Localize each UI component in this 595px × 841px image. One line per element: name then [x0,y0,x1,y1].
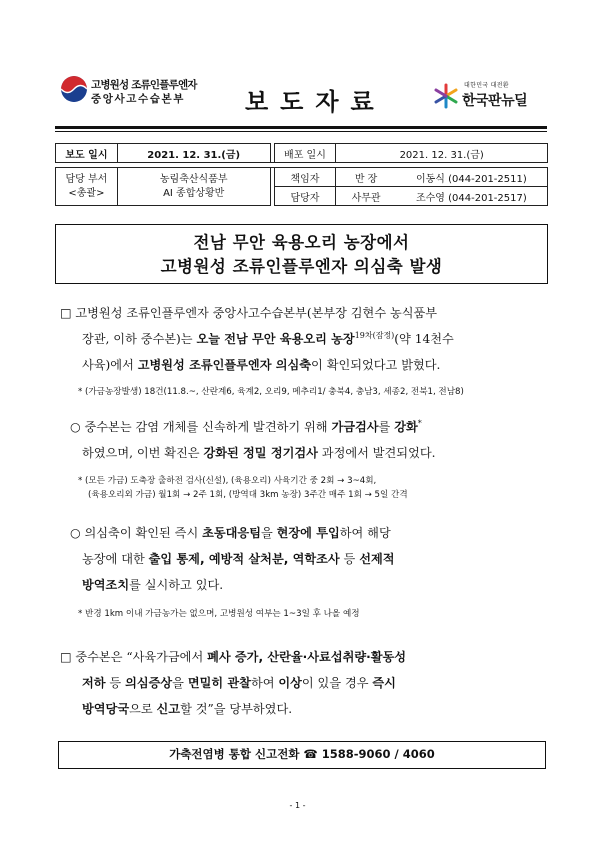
org-line2: 중앙사고수습본부 [91,93,185,105]
officer-role: 사무관 [336,187,396,206]
header-rule-thick [55,126,547,129]
headline-box [55,224,548,284]
table-row [56,144,548,163]
organization-name [91,78,197,106]
officer-name: 조수영 (044-201-2517) [396,187,548,206]
press-release-title: 보도자료 [245,88,386,116]
dist-date-label: 배포 일시 [274,144,336,163]
government-emblem-icon [61,76,87,102]
hotline-box: 가축전염병 통합 신고전화 ☎ 1588-9060 / 4060 [58,741,546,769]
footnote-1: * (가금농장발생) 18건(11.8.~, 산란계6, 육계2, 오리9, 메추리1/ 충북4, 충남3, 세종2, 전북1, 전남8) [78,387,464,397]
headline-line2: 고병원성 조류인플루엔자 의심축 발생 [160,257,443,276]
table-row [56,168,548,187]
brand-name: 한국판뉴딜 [462,93,528,109]
org-line1: 고병원성 조류인플루엔자 [91,79,197,91]
headline-line1: 전남 무안 육용오리 농장에서 [193,233,410,252]
report-date-label: 보도 일시 [56,144,118,163]
korean-new-deal-logo [430,78,545,118]
footnote-2: * (모든 가금) 도축장 출하전 검사(신설), (육용오리) 사육기간 중 2회 → 3~4회, (육용오리외 가금) 월1회 → 2주 1회, (방역대 3km 농장) 3주간 매주 1회 → 5일 간격 [78,476,408,500]
release-info-table [55,143,548,206]
circle-bullet-icon: ○ [70,526,81,540]
brand-tagline: 대한민국 대전환 [464,82,509,89]
paragraph-1: □ 고병원성 조류인플루엔자 중앙사고수습본부(본부장 김현수 농식품부 장관, 이하 중수본)는 오늘 전남 무안 육용오리 농장$^{19차(잠정)}$(약 14천수 사육)에서 고병원성 조류인플루엔자 의심축이 확인되었다고 밝혔다. [60,306,454,372]
circle-bullet-icon: ○ [70,420,81,434]
page-number: - 1 - [289,801,306,810]
square-bullet-icon: □ [60,650,72,664]
dept-value: 농림축산식품부 AI 종합상황반 [117,168,270,206]
outbreak-location: 오늘 전남 무안 육용오리 농장 [196,332,355,346]
officer-label: 담당자 [274,187,336,206]
header-rule-thin [55,131,547,132]
square-bullet-icon: □ [60,306,72,320]
dist-date: 2021. 12. 31.(금) [336,144,548,163]
new-deal-star-icon [432,82,460,110]
paragraph-3: ○ 의심축이 확인된 즉시 초동대응팀을 현장에 투입하여 해당 농장에 대한 출입 통제, 예방적 살처분, 역학조사 등 선제적 방역조치를 실시하고 있다. [70,526,395,592]
report-date: 2021. 12. 31.(금) [117,144,270,163]
manager-role: 반 장 [336,168,396,187]
footnote-3: * 반경 1km 이내 가금농가는 없으며, 고병원성 여부는 1~3일 후 나올 예정 [78,609,360,619]
manager-label: 책임자 [274,168,336,187]
paragraph-4: □ 중수본은 “사육가금에서 폐사 증가, 산란율·사료섭취량·활동성 저하 등 의심증상을 면밀히 관찰하여 이상이 있을 경우 즉시 방역당국으로 신고할 것”을 당부하였다. [60,650,407,716]
manager-name: 이동식 (044-201-2511) [396,168,548,187]
press-header [55,68,547,130]
paragraph-2: ○ 중수본는 감염 개체를 신속하게 발견하기 위해 가금검사를 강화* 하였으며, 이번 확진은 강화된 정밀 정기검사 과정에서 발견되었다. [70,418,436,460]
dept-label: 담당 부서 <총괄> [56,168,118,206]
